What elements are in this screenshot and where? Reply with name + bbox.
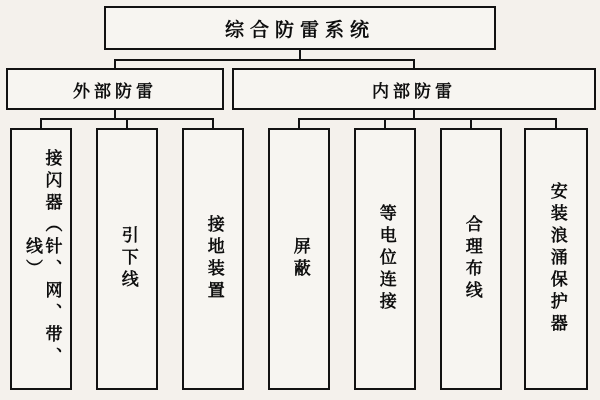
node-surge-protector-installation: 安装浪涌保护器 [524, 128, 588, 390]
node-internal-protection: 内部防雷 [232, 68, 596, 110]
node-external-protection: 外部防雷 [6, 68, 224, 110]
node-root: 综合防雷系统 [104, 6, 496, 50]
node-shielding: 屏蔽 [268, 128, 330, 390]
node-down-conductor: 引下线 [96, 128, 158, 390]
node-air-termination: 接闪器（针、网、带、线） [10, 128, 72, 390]
connector-internal-bus [298, 118, 556, 120]
node-earthing-device: 接地装置 [182, 128, 244, 390]
connector-root-bus [114, 59, 414, 61]
node-reasonable-wiring: 合理布线 [440, 128, 502, 390]
node-equipotential-bonding: 等电位连接 [354, 128, 416, 390]
